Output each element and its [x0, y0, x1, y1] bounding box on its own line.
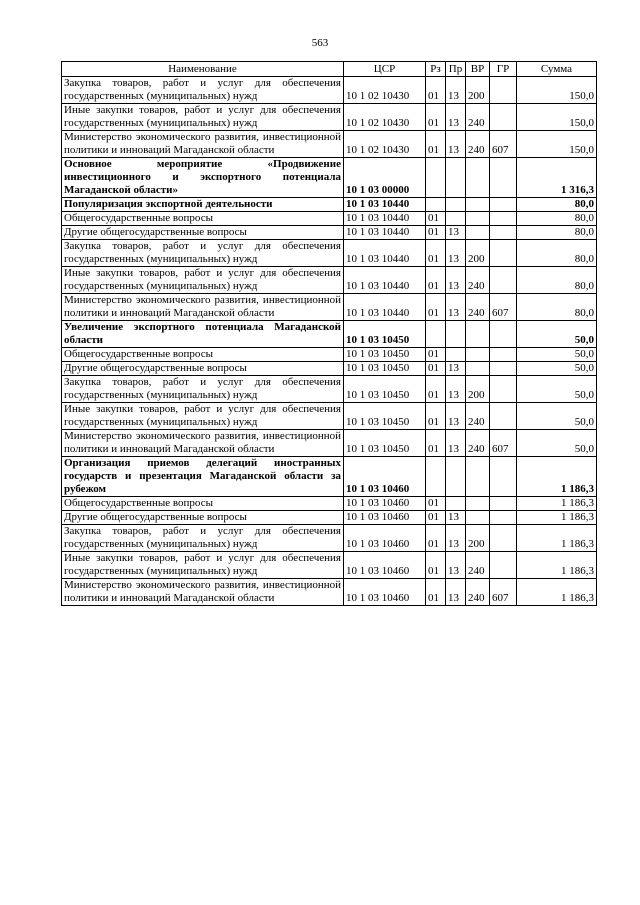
cell-gr — [490, 362, 517, 376]
cell-gr: 607 — [490, 131, 517, 158]
cell-name: Иные закупки товаров, работ и услуг для обеспечения государственных (муниципальных) нужд — [62, 403, 344, 430]
cell-name: Популяризация экспортной деятельности — [62, 198, 344, 212]
cell-pr — [446, 198, 466, 212]
cell-name: Иные закупки товаров, работ и услуг для обеспечения государственных (муниципальных) нужд — [62, 104, 344, 131]
cell-csr: 10 1 03 00000 — [344, 158, 426, 198]
header-row — [62, 62, 597, 77]
table-row — [62, 525, 597, 552]
cell-rz: 01 — [426, 212, 446, 226]
cell-sum: 50,0 — [517, 430, 597, 457]
cell-pr — [446, 457, 466, 497]
cell-pr: 13 — [446, 403, 466, 430]
cell-gr — [490, 348, 517, 362]
cell-vr: 240 — [466, 294, 490, 321]
cell-rz: 01 — [426, 430, 446, 457]
cell-sum: 50,0 — [517, 348, 597, 362]
cell-sum: 80,0 — [517, 267, 597, 294]
cell-sum: 80,0 — [517, 212, 597, 226]
header-sum: Сумма — [517, 62, 597, 77]
cell-gr: 607 — [490, 294, 517, 321]
table-row — [62, 131, 597, 158]
cell-pr — [446, 348, 466, 362]
cell-rz: 01 — [426, 240, 446, 267]
cell-rz — [426, 457, 446, 497]
budget-table — [61, 61, 597, 606]
cell-name: Общегосударственные вопросы — [62, 348, 344, 362]
table-body — [62, 77, 597, 606]
cell-rz: 01 — [426, 226, 446, 240]
cell-rz: 01 — [426, 348, 446, 362]
cell-csr: 10 1 02 10430 — [344, 104, 426, 131]
table-row — [62, 212, 597, 226]
cell-gr — [490, 552, 517, 579]
cell-csr: 10 1 03 10460 — [344, 457, 426, 497]
cell-pr: 13 — [446, 430, 466, 457]
cell-pr: 13 — [446, 226, 466, 240]
cell-csr: 10 1 03 10440 — [344, 212, 426, 226]
header-vr: ВР — [466, 62, 490, 77]
cell-name: Министерство экономического развития, инвестиционной политики и инноваций Магаданской области — [62, 430, 344, 457]
table-row — [62, 403, 597, 430]
cell-sum: 80,0 — [517, 240, 597, 267]
cell-pr: 13 — [446, 579, 466, 606]
cell-pr: 13 — [446, 362, 466, 376]
cell-gr — [490, 158, 517, 198]
cell-vr — [466, 226, 490, 240]
cell-name: Иные закупки товаров, работ и услуг для обеспечения государственных (муниципальных) нужд — [62, 267, 344, 294]
table-row — [62, 348, 597, 362]
cell-rz: 01 — [426, 403, 446, 430]
header-pr: Пр — [446, 62, 466, 77]
cell-gr — [490, 240, 517, 267]
table-row — [62, 430, 597, 457]
cell-sum: 50,0 — [517, 321, 597, 348]
header-csr: ЦСР — [344, 62, 426, 77]
cell-vr — [466, 348, 490, 362]
cell-csr: 10 1 03 10450 — [344, 403, 426, 430]
cell-name: Организация приемов делегаций иностранных государств и презентация Магаданской области за рубежом — [62, 457, 344, 497]
cell-sum: 150,0 — [517, 131, 597, 158]
table-row — [62, 104, 597, 131]
cell-rz — [426, 198, 446, 212]
cell-csr: 10 1 03 10450 — [344, 362, 426, 376]
cell-csr: 10 1 03 10460 — [344, 497, 426, 511]
cell-pr: 13 — [446, 376, 466, 403]
cell-sum: 1 186,3 — [517, 552, 597, 579]
cell-gr — [490, 525, 517, 552]
cell-name: Закупка товаров, работ и услуг для обеспечения государственных (муниципальных) нужд — [62, 240, 344, 267]
cell-rz: 01 — [426, 77, 446, 104]
cell-vr: 240 — [466, 403, 490, 430]
cell-pr — [446, 497, 466, 511]
cell-csr: 10 1 02 10430 — [344, 131, 426, 158]
cell-sum: 150,0 — [517, 77, 597, 104]
cell-rz: 01 — [426, 104, 446, 131]
cell-vr — [466, 198, 490, 212]
cell-vr: 240 — [466, 552, 490, 579]
cell-vr: 200 — [466, 77, 490, 104]
cell-vr: 240 — [466, 267, 490, 294]
cell-gr — [490, 198, 517, 212]
cell-gr — [490, 226, 517, 240]
cell-vr: 200 — [466, 240, 490, 267]
cell-vr: 200 — [466, 376, 490, 403]
cell-name: Министерство экономического развития, инвестиционной политики и инноваций Магаданской области — [62, 131, 344, 158]
cell-sum: 80,0 — [517, 294, 597, 321]
cell-sum: 1 186,3 — [517, 511, 597, 525]
cell-rz: 01 — [426, 267, 446, 294]
cell-name: Министерство экономического развития, инвестиционной политики и инноваций Магаданской области — [62, 294, 344, 321]
cell-vr — [466, 212, 490, 226]
cell-pr: 13 — [446, 77, 466, 104]
table-row — [62, 198, 597, 212]
cell-pr: 13 — [446, 267, 466, 294]
table-row — [62, 321, 597, 348]
cell-rz — [426, 158, 446, 198]
cell-gr — [490, 403, 517, 430]
cell-csr: 10 1 03 10450 — [344, 348, 426, 362]
table-row — [62, 552, 597, 579]
cell-name: Другие общегосударственные вопросы — [62, 226, 344, 240]
cell-vr: 240 — [466, 104, 490, 131]
cell-name: Закупка товаров, работ и услуг для обеспечения государственных (муниципальных) нужд — [62, 525, 344, 552]
cell-gr — [490, 511, 517, 525]
page-number: 563 — [311, 37, 329, 49]
cell-name: Увеличение экспортного потенциала Магаданской области — [62, 321, 344, 348]
cell-csr: 10 1 03 10440 — [344, 294, 426, 321]
cell-vr — [466, 457, 490, 497]
table-row — [62, 294, 597, 321]
cell-rz: 01 — [426, 579, 446, 606]
table-row — [62, 497, 597, 511]
cell-vr: 240 — [466, 430, 490, 457]
cell-csr: 10 1 03 10460 — [344, 511, 426, 525]
table-row — [62, 457, 597, 497]
cell-rz: 01 — [426, 131, 446, 158]
cell-csr: 10 1 03 10450 — [344, 376, 426, 403]
cell-vr — [466, 362, 490, 376]
cell-gr — [490, 376, 517, 403]
cell-csr: 10 1 03 10440 — [344, 240, 426, 267]
cell-sum: 50,0 — [517, 362, 597, 376]
cell-vr — [466, 321, 490, 348]
header-rz: Рз — [426, 62, 446, 77]
cell-pr: 13 — [446, 294, 466, 321]
cell-rz: 01 — [426, 552, 446, 579]
cell-rz: 01 — [426, 362, 446, 376]
cell-vr: 240 — [466, 579, 490, 606]
cell-rz: 01 — [426, 376, 446, 403]
cell-name: Министерство экономического развития, инвестиционной политики и инноваций Магаданской области — [62, 579, 344, 606]
table-row — [62, 240, 597, 267]
cell-rz — [426, 321, 446, 348]
cell-csr: 10 1 03 10460 — [344, 552, 426, 579]
cell-rz: 01 — [426, 294, 446, 321]
cell-sum: 80,0 — [517, 226, 597, 240]
cell-vr — [466, 158, 490, 198]
cell-pr — [446, 212, 466, 226]
cell-pr: 13 — [446, 240, 466, 267]
cell-name: Другие общегосударственные вопросы — [62, 362, 344, 376]
cell-vr: 200 — [466, 525, 490, 552]
cell-name: Общегосударственные вопросы — [62, 497, 344, 511]
cell-csr: 10 1 03 10450 — [344, 430, 426, 457]
table-row — [62, 376, 597, 403]
cell-sum: 1 186,3 — [517, 525, 597, 552]
cell-name: Закупка товаров, работ и услуг для обеспечения государственных (муниципальных) нужд — [62, 77, 344, 104]
cell-rz: 01 — [426, 511, 446, 525]
cell-sum: 1 316,3 — [517, 158, 597, 198]
cell-gr — [490, 77, 517, 104]
cell-pr: 13 — [446, 131, 466, 158]
table-row — [62, 158, 597, 198]
header-gr: ГР — [490, 62, 517, 77]
cell-pr — [446, 158, 466, 198]
cell-sum: 80,0 — [517, 198, 597, 212]
cell-csr: 10 1 03 10440 — [344, 226, 426, 240]
cell-name: Общегосударственные вопросы — [62, 212, 344, 226]
cell-gr — [490, 267, 517, 294]
cell-csr: 10 1 03 10440 — [344, 267, 426, 294]
cell-vr — [466, 497, 490, 511]
cell-gr — [490, 104, 517, 131]
cell-rz: 01 — [426, 497, 446, 511]
cell-gr — [490, 212, 517, 226]
header-name: Наименование — [62, 62, 344, 77]
cell-gr — [490, 497, 517, 511]
cell-gr — [490, 321, 517, 348]
cell-pr — [446, 321, 466, 348]
cell-sum: 1 186,3 — [517, 497, 597, 511]
table-row — [62, 579, 597, 606]
cell-rz: 01 — [426, 525, 446, 552]
cell-sum: 1 186,3 — [517, 457, 597, 497]
cell-sum: 50,0 — [517, 403, 597, 430]
table-row — [62, 362, 597, 376]
cell-gr: 607 — [490, 430, 517, 457]
cell-csr: 10 1 03 10460 — [344, 525, 426, 552]
cell-gr — [490, 457, 517, 497]
cell-name: Закупка товаров, работ и услуг для обеспечения государственных (муниципальных) нужд — [62, 376, 344, 403]
cell-vr — [466, 511, 490, 525]
table-row — [62, 77, 597, 104]
cell-sum: 1 186,3 — [517, 579, 597, 606]
cell-csr: 10 1 03 10460 — [344, 579, 426, 606]
cell-pr: 13 — [446, 511, 466, 525]
table-row — [62, 226, 597, 240]
cell-csr: 10 1 02 10430 — [344, 77, 426, 104]
cell-csr: 10 1 03 10450 — [344, 321, 426, 348]
cell-pr: 13 — [446, 552, 466, 579]
cell-gr: 607 — [490, 579, 517, 606]
cell-name: Иные закупки товаров, работ и услуг для обеспечения государственных (муниципальных) нужд — [62, 552, 344, 579]
cell-vr: 240 — [466, 131, 490, 158]
cell-pr: 13 — [446, 525, 466, 552]
cell-name: Другие общегосударственные вопросы — [62, 511, 344, 525]
cell-sum: 50,0 — [517, 376, 597, 403]
cell-sum: 150,0 — [517, 104, 597, 131]
cell-csr: 10 1 03 10440 — [344, 198, 426, 212]
table-row — [62, 511, 597, 525]
cell-pr: 13 — [446, 104, 466, 131]
cell-name: Основное мероприятие «Продвижение инвестиционного и экспортного потенциала Магаданской области» — [62, 158, 344, 198]
table-row — [62, 267, 597, 294]
